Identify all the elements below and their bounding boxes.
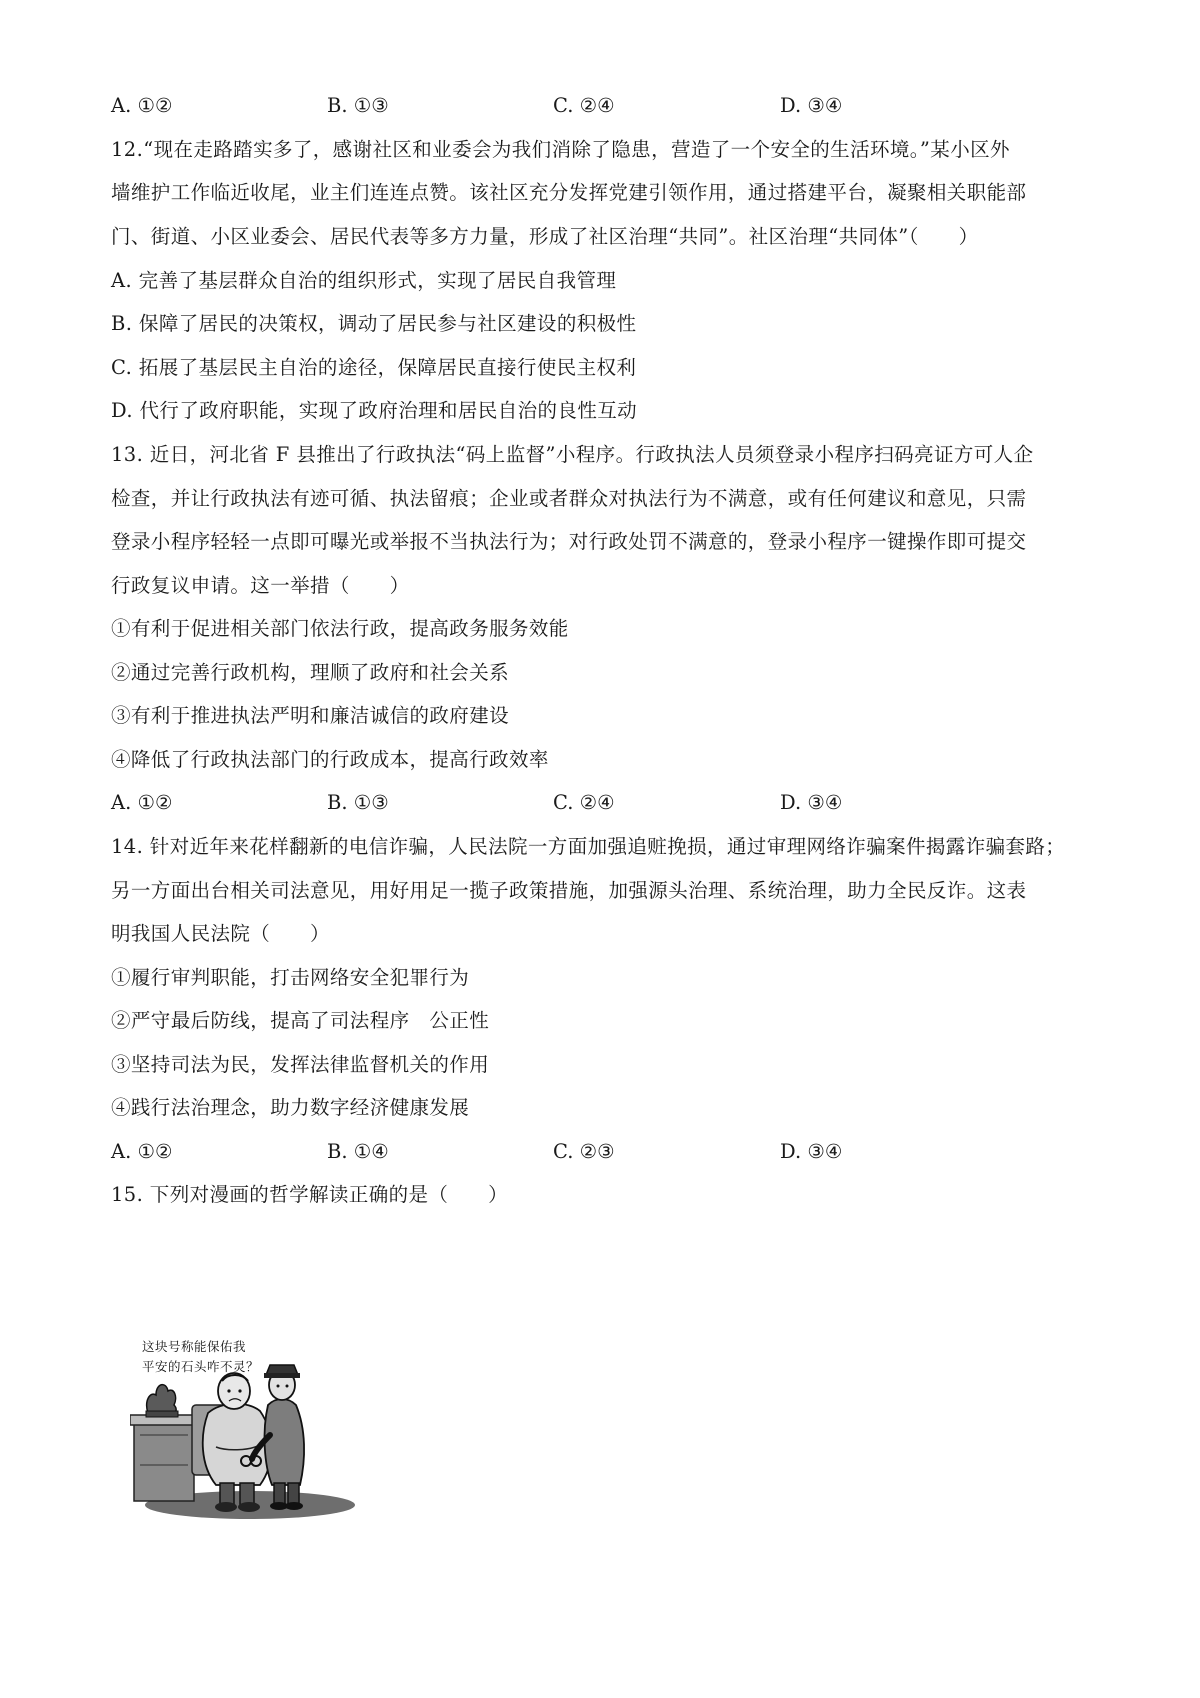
q12-choice-b: B. 保障了居民的决策权，调动了居民参与社区建设的积极性 [111,312,637,335]
q14-option-d: D. ③④ [780,1140,843,1163]
q13-option-a: A. ①② [111,791,173,814]
q14-option-a: A. ①② [111,1140,173,1163]
q12-choice-d: D. 代行了政府职能，实现了政府治理和居民自治的良性互动 [111,399,638,422]
q13-stem-line: 登录小程序轻轻一点即可曝光或举报不当执法行为；对行政处罚不满意的，登录小程序一键操作即可提交 [111,530,1027,553]
q15-stem: 15. 下列对漫画的哲学解读正确的是（ ） [111,1183,509,1206]
cartoon-caption [142,1337,259,1377]
q13-item-3: ③有利于推进执法严明和廉洁诚信的政府建设 [111,704,510,727]
q14-options [111,1139,1111,1165]
q12-choice-c: C. 拓展了基层民主自治的途径，保障居民直接行使民主权利 [111,356,637,379]
q13-stem-line: 行政复议申请。这一举措（ ） [111,574,410,597]
q14-item-1: ①履行审判职能，打击网络安全犯罪行为 [111,966,470,989]
q12-stem-line: 门、街道、小区业委会、居民代表等多方力量，形成了社区治理“共同”。社区治理“共同体”（ ） [111,225,979,248]
q11-option-b: B. ①③ [327,94,389,117]
cartoon-caption-line: 这块号称能保佑我 [142,1339,247,1354]
q14-item-2: ②严守最后防线，提高了司法程序 公正性 [111,1009,490,1032]
q13-option-d: D. ③④ [780,791,843,814]
q13-item-4: ④降低了行政执法部门的行政成本，提高行政效率 [111,748,549,771]
q14-stem-line: 14. 针对近年来花样翻新的电信诈骗，人民法院一方面加强追赃挽损，通过审理网络诈骗案件揭露诈骗套路； [111,835,1066,858]
q13-options [111,790,1111,816]
q12-stem-line: 墙维护工作临近收尾，业主们连连点赞。该社区充分发挥党建引领作用，通过搭建平台，凝聚相关职能部 [111,181,1027,204]
q13-item-1: ①有利于促进相关部门依法行政，提高政务服务效能 [111,617,569,640]
lucky-stone [147,1385,176,1415]
q13-option-c: C. ②④ [553,791,615,814]
q14-stem-line: 明我国人民法院（ ） [111,922,330,945]
q13-item-2: ②通过完善行政机构，理顺了政府和社会关系 [111,661,510,684]
police-body [265,1399,305,1485]
q11-option-a: A. ①② [111,94,173,117]
q13-stem-line: 检查，并让行政执法有迹可循、执法留痕；企业或者群众对执法行为不满意，或有任何建议和意见，只需 [111,487,1027,510]
cartoon-caption-line: 平安的石头咋不灵？ [142,1359,260,1374]
q11-option-d: D. ③④ [780,94,843,117]
q14-item-3: ③坚持司法为民，发挥法律监督机关的作用 [111,1053,490,1076]
q11-option-c: C. ②④ [553,94,615,117]
q13-stem-line: 13. 近日，河北省 F 县推出了行政执法“码上监督”小程序。行政执法人员须登录小程序扫码亮证方可人企 [111,443,1034,466]
q14-item-4: ④践行法治理念，助力数字经济健康发展 [111,1096,470,1119]
cartoon-illustration [130,1335,360,1520]
q14-option-c: C. ②③ [553,1140,615,1163]
q11-options [111,93,1111,119]
q14-stem-line: 另一方面出台相关司法意见，用好用足一揽子政策措施，加强源头治理、系统治理，助力全民反诈。这表 [111,879,1027,902]
q12-stem-line: 12.“现在走路踏实多了，感谢社区和业委会为我们消除了隐患，营造了一个安全的生活环境。”某小区外 [111,138,1010,161]
q13-option-b: B. ①③ [327,791,389,814]
q14-option-b: B. ①④ [327,1140,389,1163]
q12-choice-a: A. 完善了基层群众自治的组织形式，实现了居民自我管理 [111,269,617,292]
